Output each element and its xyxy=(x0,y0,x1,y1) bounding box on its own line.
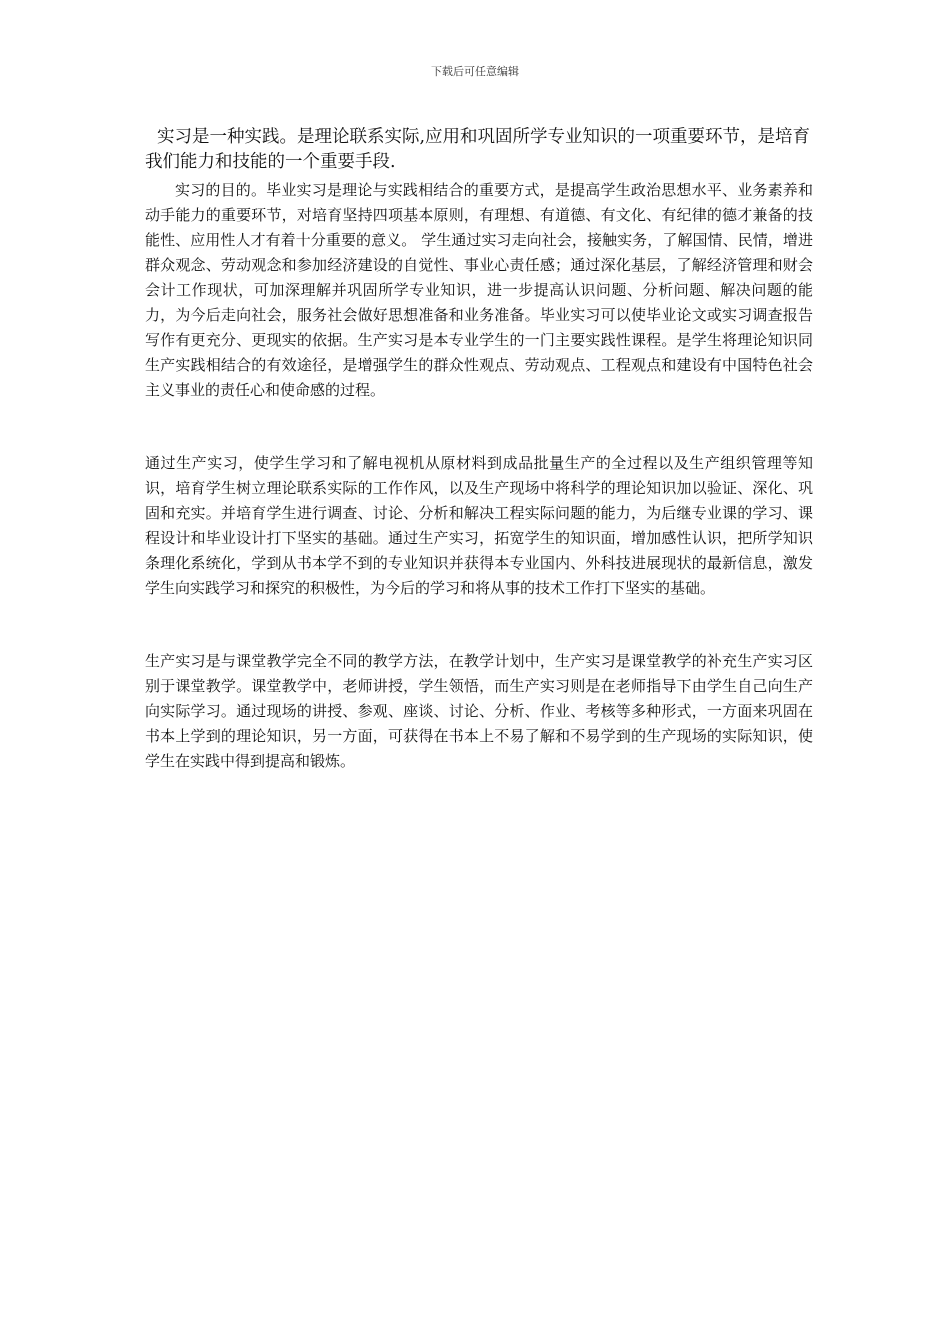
body-paragraph-purpose: 实习的目的。毕业实习是理论与实践相结合的重要方式，是提高学生政治思想水平、业务素养和动手能力的重要环节，对培育坚持四项基本原则，有理想、有道德、有文化、有纪律的德才兼备的技能性、应用性人才有着十分重要的意义。 学生通过实习走向社会，接触实务，了解国情、民情，增进群众观念、劳动观念和参加经济建设的自觉性、事业心责任感；通过深化基层，了解经济管理和财会会计工作现状，可加深理解并巩固所学专业知识，进一步提高认识问题、分析问题、解决问题的能力，为今后走向社会，服务社会做好思想准备和业务准备。毕业实习可以使毕业论文或实习调查报告写作有更充分、更现实的依据。生产实习是本专业学生的一门主要实践性课程。是学生将理论知识同生产实践相结合的有效途径，是增强学生的群众性观点、劳动观点、工程观点和建设有中国特色社会主义事业的责任心和使命感的过程。 xyxy=(145,181,813,399)
intro-paragraph: 实习是一种实践。是理论联系实际,应用和巩固所学专业知识的一项重要环节，是培育我们能力和技能的一个重要手段. xyxy=(145,127,811,172)
page-header: 下载后可任意编辑 xyxy=(431,65,519,78)
body-paragraph-teaching: 生产实习是与课堂教学完全不同的教学方法，在教学计划中，生产实习是课堂教学的补充生产实习区别于课堂教学。课堂教学中，老师讲授，学生领悟，而生产实习则是在老师指导下由学生自己向生产向实际学习。通过现场的讲授、参观、座谈、讨论、分析、作业、考核等多种形式，一方面来巩固在书本上学到的理论知识，另一方面，可获得在书本上不易了解和不易学到的生产现场的实际知识，使学生在实践中得到提高和锻炼。 xyxy=(145,652,813,770)
body-paragraph-production: 通过生产实习，使学生学习和了解电视机从原材料到成品批量生产的全过程以及生产组织管理等知识，培育学生树立理论联系实际的工作作风，以及生产现场中将科学的理论知识加以验证、深化、巩固和充实。并培育学生进行调查、讨论、分析和解决工程实际问题的能力，为后继专业课的学习、课程设计和毕业设计打下坚实的基础。通过生产实习，拓宽学生的知识面，增加感性认识，把所学知识条理化系统化，学到从书本学不到的专业知识并获得本专业国内、外科技进展现状的最新信息，激发学生向实践学习和探究的积极性，为今后的学习和将从事的技术工作打下坚实的基础。 xyxy=(145,454,813,597)
